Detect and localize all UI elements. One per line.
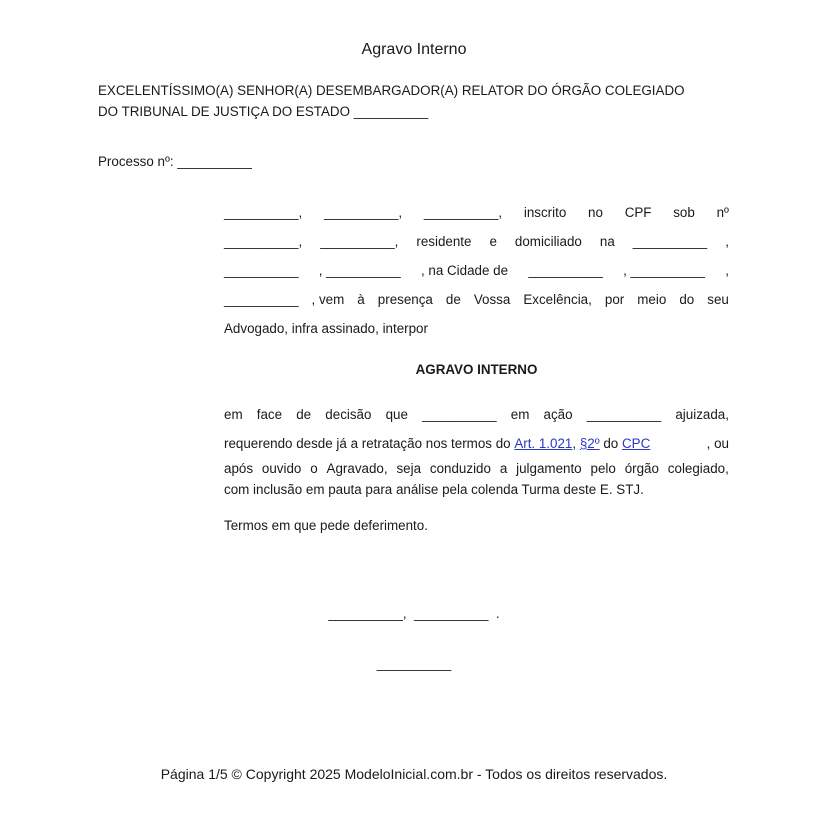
document-title: Agravo Interno [361, 41, 467, 58]
link-cpc[interactable]: CPC [621, 435, 651, 451]
body-line-3: após ouvido o Agravado, seja conduzido a julgamento pelo órgão colegiado, [224, 461, 729, 476]
addressee-block [98, 80, 730, 122]
processo-field: Processo nº: __________ [98, 154, 252, 169]
closing-text: Termos em que pede deferimento. [224, 518, 428, 533]
qualification-line-1: __________, __________, __________, inscrito no CPF sob nº [224, 205, 729, 220]
body-line-4: com inclusão em pauta para análise pela colenda Turma deste E. STJ. [224, 482, 644, 497]
qualification-line-3: __________ , __________ , na Cidade de __________ , __________ , [224, 263, 729, 278]
qualification-line-4: __________ , vem à presença de Vossa Excelência, por meio do seu [224, 292, 729, 307]
body-line-1: em face de decisão que __________ em ação __________ ajuizada, [224, 406, 729, 422]
copyright-footer: Página 1/5 © Copyright 2025 ModeloInicial.com.br - Todos os direitos reservados. [160, 766, 668, 782]
addressee-line-2: DO TRIBUNAL DE JUSTIÇA DO ESTADO __________ [98, 104, 429, 119]
qualification-line-5: Advogado, infra assinado, interpor [224, 321, 428, 336]
qualification-block [224, 198, 729, 343]
signature-line: __________ [376, 656, 452, 671]
addressee-line-1: EXCELENTÍSSIMO(A) SENHOR(A) DESEMBARGADOR(A) RELATOR DO ÓRGÃO COLEGIADO [98, 83, 685, 98]
link-paragraph-2[interactable]: §2º [579, 435, 600, 451]
qualification-line-2: __________, __________, residente e domiciliado na __________ , [224, 234, 729, 249]
petition-body [224, 400, 729, 500]
place-date-line: __________, __________ . [328, 606, 500, 621]
petition-heading: AGRAVO INTERNO [415, 362, 538, 377]
body-line-2: requerendo desde já a retratação nos termos do Art. 1.021 , §2º do CPC , ou [224, 435, 729, 451]
link-art-1021[interactable]: Art. 1.021 [514, 435, 573, 451]
